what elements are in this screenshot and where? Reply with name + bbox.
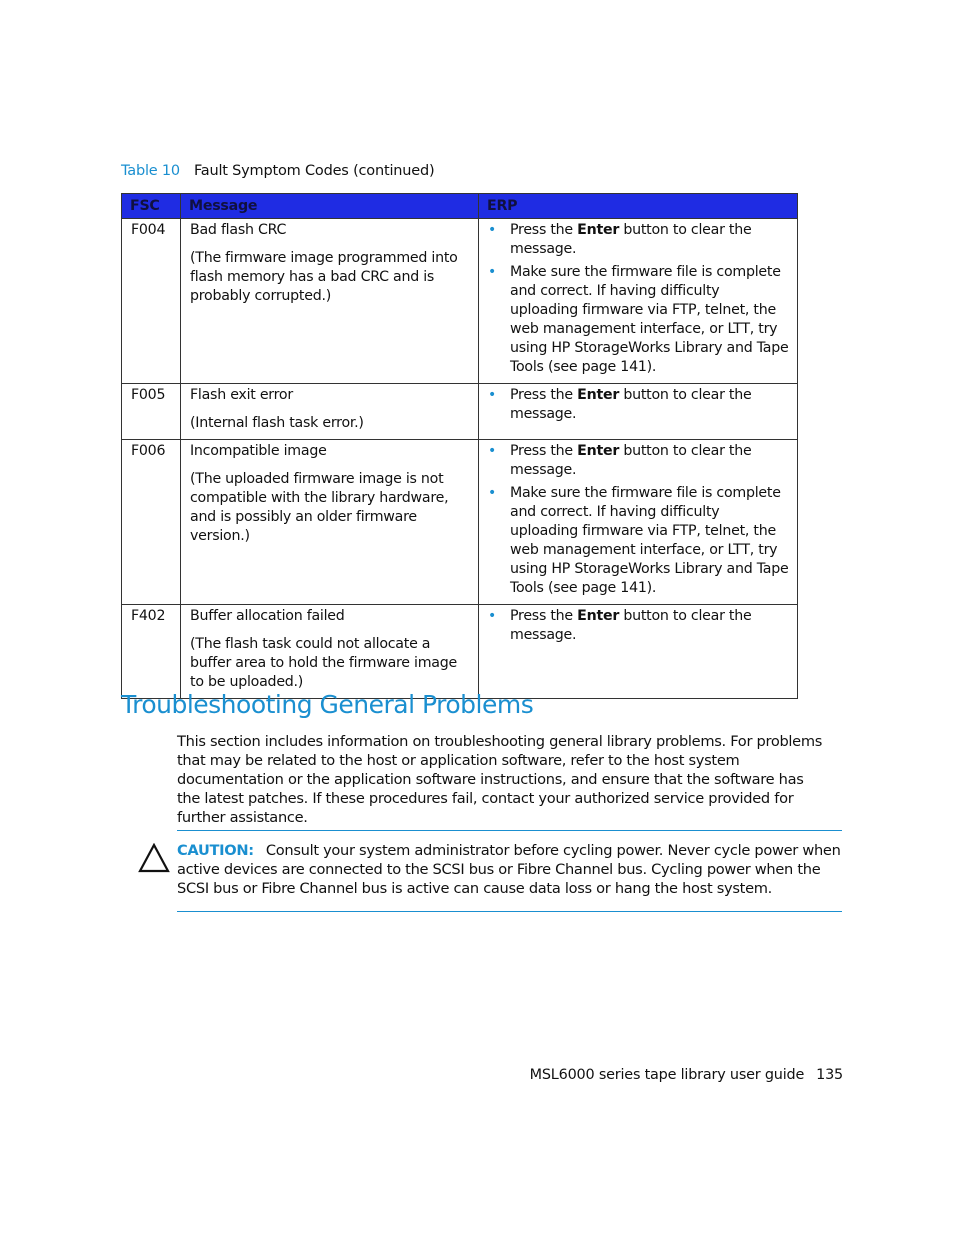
list-item: • Make sure the firmware file is complete and correct. If having difficulty uploading firmware via FTP, telnet, the web management interface, or LTT, try using HP StorageWorks Library and Tape Tools (see page 141). (488, 485, 789, 596)
fsc-code: F402 (122, 605, 181, 699)
table-caption (121, 163, 434, 179)
bullet-icon: • (488, 264, 497, 280)
fsc-code: F005 (122, 384, 181, 440)
message-text: Bad flash CRC (190, 222, 287, 238)
erp-cell (479, 440, 798, 605)
warning-triangle-icon (138, 843, 170, 873)
fsc-code: F004 (122, 219, 181, 384)
message-cell (181, 440, 479, 605)
caution-label: CAUTION: (177, 842, 254, 859)
header-fsc: FSC (122, 194, 181, 219)
erp-list (488, 386, 789, 424)
fsc-code: F006 (122, 440, 181, 605)
message-detail: (The uploaded firmware image is not compatible with the library hardware, and is possibly an older firmware version.) (190, 471, 449, 544)
table-row (122, 384, 798, 440)
message-text: Flash exit error (190, 387, 293, 403)
erp-list (488, 442, 789, 598)
erp-cell (479, 219, 798, 384)
section-heading: Troubleshooting General Problems (121, 690, 534, 719)
table-header-row (122, 194, 798, 219)
message-cell (181, 384, 479, 440)
bullet-icon: • (488, 485, 497, 501)
bullet-icon: • (488, 608, 497, 624)
table-number: Table 10 (121, 163, 180, 179)
list-item: • Press the Enter button to clear the message. (488, 387, 752, 422)
table-row (122, 219, 798, 384)
message-text: Buffer allocation failed (190, 608, 345, 624)
list-item: • Press the Enter button to clear the message. (488, 608, 752, 643)
erp-list (488, 607, 789, 645)
message-cell (181, 219, 479, 384)
section-intro: This section includes information on troubleshooting general library problems. For problems that may be related to the host or application software, refer to the host system documentation or the application software instructions, and ensure that the software has the latest patches. If these procedures fail, contact your authorized service provided for further assistance. (177, 733, 823, 826)
header-message: Message (181, 194, 479, 219)
bullet-icon: • (488, 222, 497, 238)
caution-paragraph (177, 841, 842, 898)
message-cell (181, 605, 479, 699)
footer-guide-title: MSL6000 series tape library user guide (529, 1067, 805, 1083)
list-item: • Press the Enter button to clear the message. (488, 222, 752, 257)
message-detail: (Internal flash task error.) (190, 415, 364, 431)
message-detail: (The flash task could not allocate a buffer area to hold the firmware image to be uploaded.) (190, 636, 457, 690)
header-erp: ERP (479, 194, 798, 219)
page-footer (530, 1067, 843, 1083)
caution-text: Consult your system administrator before cycling power. Never cycle power when active devices are connected to the SCSI bus or Fibre Channel bus. Cycling power when the SCSI bus or Fibre Channel bus is active can cause data loss or hang the host system. (177, 842, 841, 897)
fault-symptom-codes-table (121, 193, 798, 699)
list-item: • Press the Enter button to clear the message. (488, 443, 752, 478)
table-row (122, 440, 798, 605)
table-row (122, 605, 798, 699)
erp-cell (479, 605, 798, 699)
erp-cell (479, 384, 798, 440)
message-detail: (The firmware image programmed into flash memory has a bad CRC and is probably corrupted.) (190, 250, 458, 304)
erp-list (488, 221, 789, 377)
list-item: • Make sure the firmware file is complete and correct. If having difficulty uploading firmware via FTP, telnet, the web management interface, or LTT, try using HP StorageWorks Library and Tape Tools (see page 141). (488, 264, 789, 375)
page-number: 135 (816, 1067, 843, 1083)
table-title: Fault Symptom Codes (continued) (193, 163, 435, 179)
caution-note (177, 830, 842, 912)
bullet-icon: • (488, 443, 497, 459)
message-text: Incompatible image (190, 443, 327, 459)
bullet-icon: • (488, 387, 497, 403)
